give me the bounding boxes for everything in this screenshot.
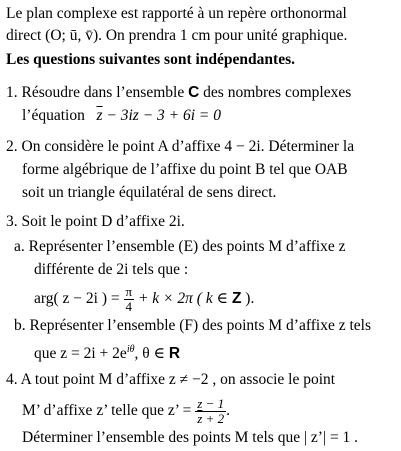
q1-line-1 [6,83,351,103]
q3a-line-1 [14,237,346,257]
q3b-label: b. [14,317,26,334]
q3a-line-2: différente de 2i tels que : [34,261,189,278]
q2-text-1: On considère le point A d’affixe 4 − 2i. Déterminer la [21,138,355,155]
intro-line-2: direct (O; ū, v̄). On prendra 1 cm pour unité graphique. [6,27,348,44]
q3-number: 3. [6,213,18,230]
q1-eq-conjugate-z: $\overline{z}$ [96,107,103,124]
q3b-exponent: iθ [126,344,135,355]
q4-text-1: A tout point M d’affixe z ≠ −2 , on associe le point [20,371,336,388]
q4-line-1 [6,370,335,390]
q3a-eq-left: arg( z − 2i ) = [34,290,120,308]
q3a-eq-mid: + k × 2π ( k ∈ [134,290,229,308]
q1-equation: − 3iz − 3 + 6i = 0 [102,107,221,124]
q2-line-1 [6,137,354,157]
complex-set-symbol: C [188,84,200,101]
q3a-equation [34,285,254,314]
q4-line-3: Déterminer l’ensemble des points M tels que | z’| = 1 . [22,429,359,446]
real-set-symbol: R [168,345,181,363]
q3b-line-2 [34,340,180,364]
q4-line-2-end: . [226,402,230,420]
q1-number: 1. [6,84,18,101]
q4-number: 4. [6,371,18,388]
q1-text-c: l’équation [22,107,85,124]
q3a-frac-den: 4 [124,299,135,314]
q3b-eq-a: que z = 2i + 2e [34,345,127,363]
q3b-line-1 [14,316,371,336]
intro-line-1: Le plan complexe est rapporté à un repère orthonormal [6,5,347,22]
q4-text-2: M’ d’affixe z’ telle que z’ = [22,402,192,420]
q1-text-b: des nombres complexes [203,84,352,101]
integer-set-symbol: Z [231,290,242,308]
q3b-eq-b: , θ ∈ [134,345,166,363]
q2-line-2: forme algébrique de l’affixe du point B tel que OAB [22,161,348,178]
q4-frac-conjugate-z: $\overline{z}$ [197,411,203,426]
q3a-label: a. [14,238,25,255]
q3-line-1 [6,212,185,232]
q3a-text-1: Représenter l’ensemble (E) des points M d’affixe z [28,238,346,255]
q1-text-a: Résoudre dans l’ensemble [21,84,185,101]
q1-line-2 [22,106,221,126]
section-heading: Les questions suivantes sont indépendantes. [6,51,295,68]
q2-line-3: soit un triangle équilatéral de sens direct. [22,184,277,201]
q2-number: 2. [6,138,18,155]
q3a-eq-end: ). [241,290,255,308]
q3b-text-1: Représenter l’ensemble (F) des points M d’affixe z tels [29,317,371,334]
q3a-fraction [124,285,135,314]
q4-fraction [195,397,226,426]
q4-frac-den [195,411,226,426]
q4-frac-den-rest: + 2 [202,411,225,426]
q4-line-2 [22,397,230,426]
q4-frac-num: z − 1 [197,396,225,411]
q3-intro: Soit le point D d’affixe 2i. [21,213,185,230]
q3a-frac-num: π [125,284,133,299]
